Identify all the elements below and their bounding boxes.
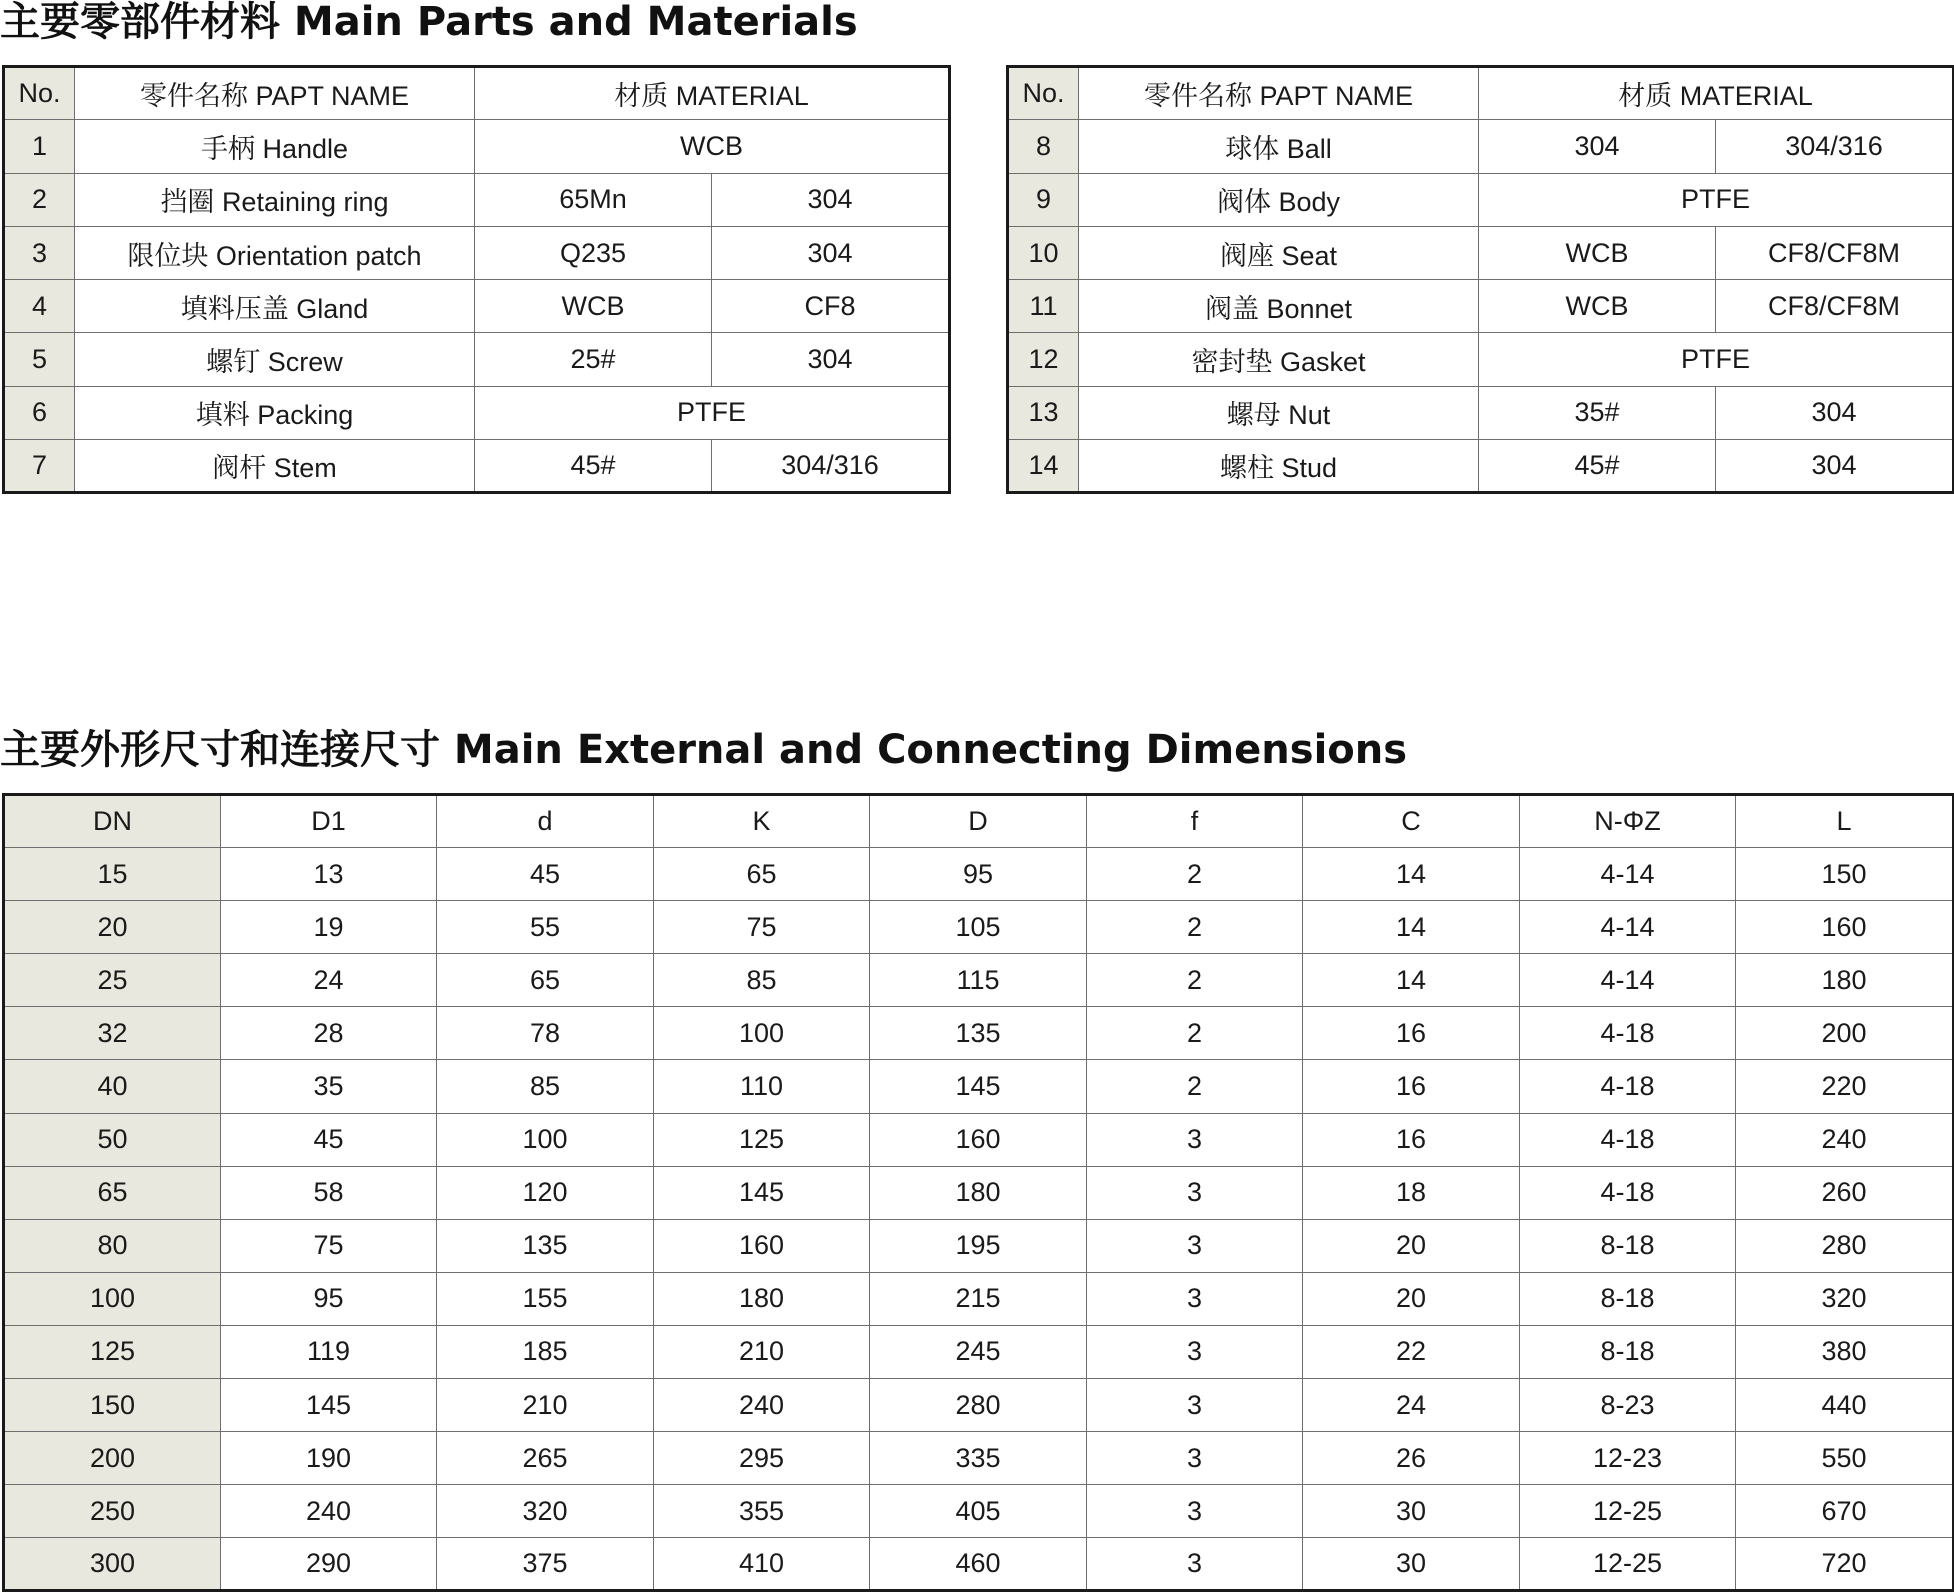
- dims-cell: 4-18: [1520, 1113, 1736, 1166]
- dims-cell: 45: [221, 1113, 437, 1166]
- dims-cell: 95: [870, 848, 1087, 901]
- part-number: 9: [1008, 173, 1079, 226]
- dims-cell: 120: [437, 1166, 654, 1219]
- dims-cell: 200: [4, 1432, 221, 1485]
- material-1: 35#: [1479, 386, 1716, 439]
- table-row: [4, 280, 950, 333]
- material-1: 45#: [1479, 440, 1716, 493]
- dims-cell: 125: [4, 1325, 221, 1378]
- dims-cell: 265: [437, 1432, 654, 1485]
- header-no: No.: [1008, 67, 1079, 120]
- parts-right-body: [1008, 67, 1954, 493]
- parts-left-body: [4, 67, 950, 493]
- dims-cell: 20: [1303, 1219, 1520, 1272]
- table-row: [4, 386, 950, 439]
- dims-cell: 4-18: [1520, 1007, 1736, 1060]
- dims-cell: 160: [1736, 901, 1954, 954]
- dims-cell: 720: [1736, 1538, 1954, 1591]
- dimensions-table: [2, 793, 1954, 1592]
- dims-cell: 280: [870, 1379, 1087, 1432]
- header-part-name: 零件名称 PAPT NAME: [75, 67, 475, 120]
- dims-cell: 105: [870, 901, 1087, 954]
- dims-cell: 3: [1087, 1272, 1303, 1325]
- table-row: [4, 333, 950, 386]
- dims-cell: 3: [1087, 1166, 1303, 1219]
- dims-cell: 12-25: [1520, 1485, 1736, 1538]
- part-name: 手柄 Handle: [75, 120, 475, 173]
- dims-cell: 75: [654, 901, 870, 954]
- dims-cell: 160: [870, 1113, 1087, 1166]
- dims-cell: 2: [1087, 901, 1303, 954]
- dims-cell: 190: [221, 1432, 437, 1485]
- dims-cell: 8-18: [1520, 1272, 1736, 1325]
- dims-cell: 8-18: [1520, 1219, 1736, 1272]
- dims-cell: 8-18: [1520, 1325, 1736, 1378]
- dims-cell: 240: [1736, 1113, 1954, 1166]
- dims-cell: 375: [437, 1538, 654, 1591]
- table-row: [4, 848, 1954, 901]
- parts-table-right: [1006, 65, 1954, 494]
- part-name: 阀杆 Stem: [75, 440, 475, 493]
- dims-cell: 2: [1087, 1007, 1303, 1060]
- table-row: [1008, 386, 1954, 439]
- dims-cell: 180: [1736, 954, 1954, 1007]
- dims-cell: 210: [654, 1325, 870, 1378]
- dims-body: [4, 795, 1954, 1591]
- table-row: [4, 1060, 1954, 1113]
- table-row: [4, 173, 950, 226]
- dims-cell: 4-18: [1520, 1060, 1736, 1113]
- dims-cell: 440: [1736, 1379, 1954, 1432]
- table-row: [4, 1432, 1954, 1485]
- dims-cell: 295: [654, 1432, 870, 1485]
- dims-cell: 180: [870, 1166, 1087, 1219]
- dims-cell: 115: [870, 954, 1087, 1007]
- dims-cell: 215: [870, 1272, 1087, 1325]
- dims-cell: 13: [221, 848, 437, 901]
- material-2: 304: [1716, 386, 1954, 439]
- table-row: [1008, 120, 1954, 173]
- table-row: [4, 1219, 1954, 1272]
- table-row: [1008, 173, 1954, 226]
- table-row: [4, 1485, 1954, 1538]
- dims-header-cell: K: [654, 795, 870, 848]
- dims-cell: 320: [1736, 1272, 1954, 1325]
- dims-cell: 20: [4, 901, 221, 954]
- table-row: [4, 1538, 1954, 1591]
- part-number: 6: [4, 386, 75, 439]
- header-material: 材质 MATERIAL: [475, 67, 950, 120]
- part-number: 12: [1008, 333, 1079, 386]
- dims-cell: 22: [1303, 1325, 1520, 1378]
- dims-cell: 65: [654, 848, 870, 901]
- dims-cell: 3: [1087, 1379, 1303, 1432]
- dims-cell: 26: [1303, 1432, 1520, 1485]
- dims-cell: 80: [4, 1219, 221, 1272]
- dims-cell: 85: [654, 954, 870, 1007]
- dims-header-cell: L: [1736, 795, 1954, 848]
- dims-cell: 12-25: [1520, 1538, 1736, 1591]
- material-2: CF8: [712, 280, 950, 333]
- dims-cell: 65: [4, 1166, 221, 1219]
- dims-cell: 240: [221, 1485, 437, 1538]
- dims-cell: 320: [437, 1485, 654, 1538]
- material: PTFE: [1479, 333, 1954, 386]
- dims-cell: 32: [4, 1007, 221, 1060]
- part-number: 10: [1008, 226, 1079, 279]
- dims-cell: 125: [654, 1113, 870, 1166]
- part-number: 2: [4, 173, 75, 226]
- dims-cell: 40: [4, 1060, 221, 1113]
- part-name: 阀座 Seat: [1079, 226, 1479, 279]
- dims-cell: 4-14: [1520, 954, 1736, 1007]
- table-row: [4, 1379, 1954, 1432]
- dims-cell: 245: [870, 1325, 1087, 1378]
- dims-cell: 35: [221, 1060, 437, 1113]
- dims-cell: 250: [4, 1485, 221, 1538]
- material-1: 65Mn: [475, 173, 712, 226]
- part-name: 球体 Ball: [1079, 120, 1479, 173]
- header-part-name: 零件名称 PAPT NAME: [1079, 67, 1479, 120]
- dims-cell: 16: [1303, 1113, 1520, 1166]
- dims-cell: 100: [437, 1113, 654, 1166]
- material: PTFE: [475, 386, 950, 439]
- dims-header-cell: C: [1303, 795, 1520, 848]
- dims-cell: 260: [1736, 1166, 1954, 1219]
- material-1: 304: [1479, 120, 1716, 173]
- material-1: 25#: [475, 333, 712, 386]
- dims-cell: 3: [1087, 1113, 1303, 1166]
- dims-cell: 4-14: [1520, 901, 1736, 954]
- material-2: 304/316: [712, 440, 950, 493]
- table-row: [1008, 333, 1954, 386]
- dims-cell: 16: [1303, 1007, 1520, 1060]
- dims-cell: 18: [1303, 1166, 1520, 1219]
- dims-cell: 220: [1736, 1060, 1954, 1113]
- dims-section-title: 主要外形尺寸和连接尺寸 Main External and Connecting Dimensions: [0, 727, 1408, 773]
- dims-cell: 200: [1736, 1007, 1954, 1060]
- dims-cell: 75: [221, 1219, 437, 1272]
- table-row: [4, 1325, 1954, 1378]
- part-number: 14: [1008, 440, 1079, 493]
- table-row: [4, 440, 950, 493]
- dims-cell: 100: [4, 1272, 221, 1325]
- table-row: [4, 226, 950, 279]
- dims-cell: 19: [221, 901, 437, 954]
- dims-header-cell: DN: [4, 795, 221, 848]
- dims-cell: 95: [221, 1272, 437, 1325]
- dims-header-cell: D1: [221, 795, 437, 848]
- dims-cell: 8-23: [1520, 1379, 1736, 1432]
- dims-cell: 55: [437, 901, 654, 954]
- dims-cell: 145: [654, 1166, 870, 1219]
- dims-cell: 58: [221, 1166, 437, 1219]
- dims-cell: 2: [1087, 1060, 1303, 1113]
- dims-cell: 300: [4, 1538, 221, 1591]
- part-number: 11: [1008, 280, 1079, 333]
- dims-header-cell: f: [1087, 795, 1303, 848]
- part-number: 13: [1008, 386, 1079, 439]
- dims-cell: 670: [1736, 1485, 1954, 1538]
- part-name: 密封垫 Gasket: [1079, 333, 1479, 386]
- dims-cell: 145: [870, 1060, 1087, 1113]
- header-no: No.: [4, 67, 75, 120]
- dims-cell: 210: [437, 1379, 654, 1432]
- dims-cell: 150: [4, 1379, 221, 1432]
- dims-cell: 185: [437, 1325, 654, 1378]
- header-material: 材质 MATERIAL: [1479, 67, 1954, 120]
- dims-cell: 3: [1087, 1325, 1303, 1378]
- material-1: WCB: [1479, 280, 1716, 333]
- material-1: Q235: [475, 226, 712, 279]
- table-row: [4, 120, 950, 173]
- material-2: CF8/CF8M: [1716, 226, 1954, 279]
- dims-cell: 65: [437, 954, 654, 1007]
- dims-cell: 110: [654, 1060, 870, 1113]
- dims-cell: 50: [4, 1113, 221, 1166]
- material-2: 304: [1716, 440, 1954, 493]
- part-name: 阀体 Body: [1079, 173, 1479, 226]
- dims-cell: 28: [221, 1007, 437, 1060]
- part-name: 螺钉 Screw: [75, 333, 475, 386]
- dims-cell: 240: [654, 1379, 870, 1432]
- part-number: 4: [4, 280, 75, 333]
- parts-header-row: [1008, 67, 1954, 120]
- table-row: [4, 1007, 1954, 1060]
- dims-header-cell: D: [870, 795, 1087, 848]
- material-2: 304: [712, 173, 950, 226]
- dims-cell: 3: [1087, 1485, 1303, 1538]
- dims-cell: 180: [654, 1272, 870, 1325]
- material: PTFE: [1479, 173, 1954, 226]
- material-2: 304: [712, 333, 950, 386]
- dims-cell: 14: [1303, 848, 1520, 901]
- dims-cell: 3: [1087, 1219, 1303, 1272]
- part-number: 3: [4, 226, 75, 279]
- parts-section-title: 主要零部件材料 Main Parts and Materials: [0, 0, 858, 45]
- part-number: 7: [4, 440, 75, 493]
- dims-cell: 2: [1087, 954, 1303, 1007]
- table-row: [4, 954, 1954, 1007]
- part-number: 1: [4, 120, 75, 173]
- dims-header-cell: N-ΦZ: [1520, 795, 1736, 848]
- dims-cell: 3: [1087, 1538, 1303, 1591]
- dims-cell: 4-18: [1520, 1166, 1736, 1219]
- material-2: 304: [712, 226, 950, 279]
- dims-cell: 14: [1303, 901, 1520, 954]
- table-row: [4, 1166, 1954, 1219]
- table-row: [1008, 440, 1954, 493]
- table-row: [4, 1272, 1954, 1325]
- table-row: [4, 1113, 1954, 1166]
- dims-header-cell: d: [437, 795, 654, 848]
- dims-cell: 45: [437, 848, 654, 901]
- dims-cell: 24: [221, 954, 437, 1007]
- table-row: [1008, 280, 1954, 333]
- part-name: 螺柱 Stud: [1079, 440, 1479, 493]
- material: WCB: [475, 120, 950, 173]
- parts-table-left: [2, 65, 951, 494]
- dims-cell: 280: [1736, 1219, 1954, 1272]
- dims-cell: 145: [221, 1379, 437, 1432]
- table-row: [1008, 226, 1954, 279]
- dims-cell: 150: [1736, 848, 1954, 901]
- material-1: 45#: [475, 440, 712, 493]
- dims-cell: 135: [437, 1219, 654, 1272]
- parts-header-row: [4, 67, 950, 120]
- material-1: WCB: [1479, 226, 1716, 279]
- dims-cell: 30: [1303, 1485, 1520, 1538]
- dims-cell: 12-23: [1520, 1432, 1736, 1485]
- part-name: 挡圈 Retaining ring: [75, 173, 475, 226]
- part-name: 填料 Packing: [75, 386, 475, 439]
- dims-cell: 78: [437, 1007, 654, 1060]
- dims-cell: 335: [870, 1432, 1087, 1485]
- dims-cell: 410: [654, 1538, 870, 1591]
- dims-cell: 20: [1303, 1272, 1520, 1325]
- dims-cell: 119: [221, 1325, 437, 1378]
- dims-cell: 30: [1303, 1538, 1520, 1591]
- dims-cell: 290: [221, 1538, 437, 1591]
- dims-cell: 3: [1087, 1432, 1303, 1485]
- dims-cell: 195: [870, 1219, 1087, 1272]
- dims-header-row: [4, 795, 1954, 848]
- dims-cell: 460: [870, 1538, 1087, 1591]
- dims-cell: 2: [1087, 848, 1303, 901]
- table-row: [4, 901, 1954, 954]
- dims-cell: 155: [437, 1272, 654, 1325]
- dims-cell: 550: [1736, 1432, 1954, 1485]
- material-2: 304/316: [1716, 120, 1954, 173]
- dims-cell: 85: [437, 1060, 654, 1113]
- dims-cell: 24: [1303, 1379, 1520, 1432]
- dims-cell: 4-14: [1520, 848, 1736, 901]
- dims-cell: 160: [654, 1219, 870, 1272]
- part-name: 螺母 Nut: [1079, 386, 1479, 439]
- part-number: 5: [4, 333, 75, 386]
- dims-cell: 135: [870, 1007, 1087, 1060]
- material-1: WCB: [475, 280, 712, 333]
- dims-cell: 380: [1736, 1325, 1954, 1378]
- material-2: CF8/CF8M: [1716, 280, 1954, 333]
- dims-cell: 405: [870, 1485, 1087, 1538]
- dims-cell: 16: [1303, 1060, 1520, 1113]
- part-name: 限位块 Orientation patch: [75, 226, 475, 279]
- part-name: 阀盖 Bonnet: [1079, 280, 1479, 333]
- part-number: 8: [1008, 120, 1079, 173]
- part-name: 填料压盖 Gland: [75, 280, 475, 333]
- dims-cell: 15: [4, 848, 221, 901]
- dims-cell: 100: [654, 1007, 870, 1060]
- dims-cell: 25: [4, 954, 221, 1007]
- dims-cell: 355: [654, 1485, 870, 1538]
- dims-cell: 14: [1303, 954, 1520, 1007]
